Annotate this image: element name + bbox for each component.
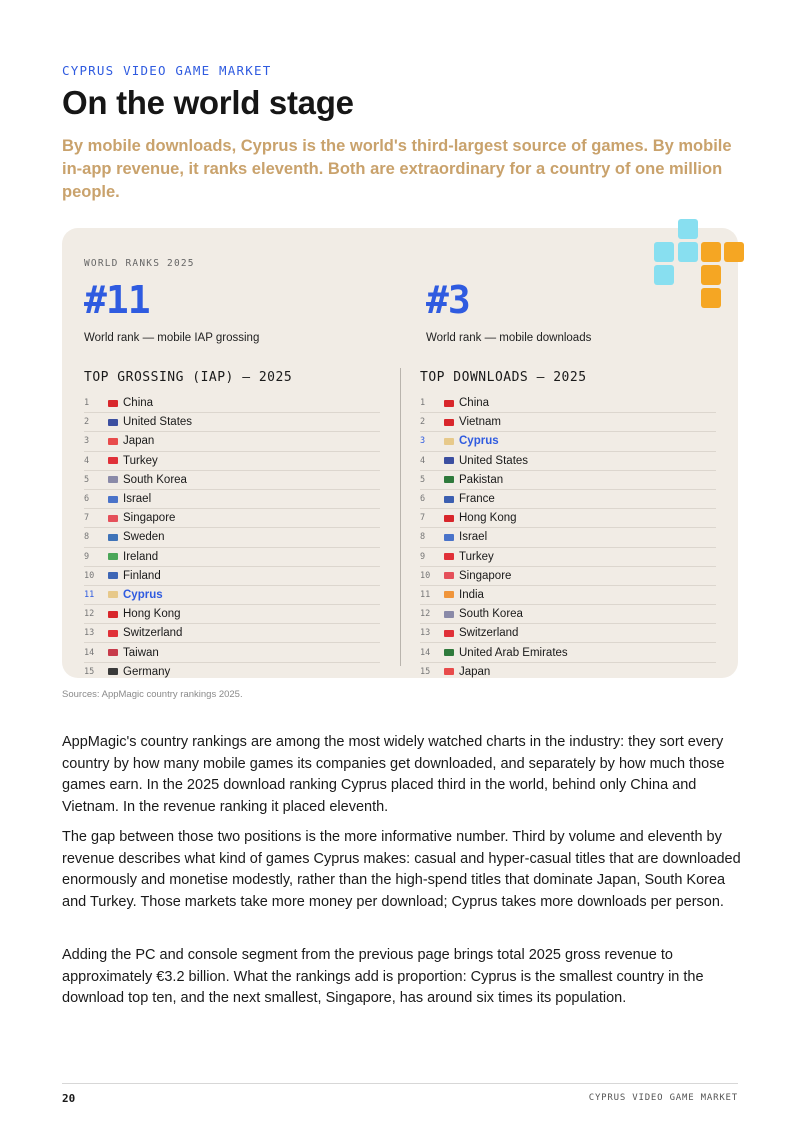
flag-icon: [444, 419, 454, 426]
country-name: China: [459, 397, 490, 410]
country-name: United Arab Emirates: [459, 646, 568, 659]
country-name: South Korea: [459, 608, 523, 621]
downloads-rank-figure: #3: [426, 278, 470, 322]
flag-icon: [444, 591, 454, 598]
rank-number: 2: [420, 417, 426, 428]
rank-row: [84, 586, 380, 605]
country-name: Singapore: [459, 569, 512, 582]
flag-icon: [108, 630, 118, 637]
flag-icon: [444, 438, 454, 445]
body-paragraph: The gap between those two positions is the more informative number. Third by volume and eleventh by revenue describes what kind of games Cyprus makes: casual and hyper-casual titles that are downloaded enormously and monetise modestly, rather than the high-spend titles that dominate Japan, South Korea and Turkey. Those markets take more money per download; Cyprus takes more downloads per person.: [62, 829, 741, 910]
sources-note: Sources: AppMagic country rankings 2025.: [62, 689, 243, 700]
footer-divider: [62, 1083, 738, 1084]
rank-number: 3: [84, 436, 90, 447]
rank-number: 13: [84, 628, 95, 639]
rank-number: 10: [420, 570, 431, 581]
body-paragraph: Adding the PC and console segment from the previous page brings total 2025 gross revenue to approximately €3.2 billion. What the rankings add is proportion: Cyprus is the smallest country in the download top ten, and the next smallest, Singapore, has around six times its population.: [62, 947, 704, 1006]
country-name: Taiwan: [123, 646, 159, 659]
rank-row: [84, 413, 380, 432]
deco-block: [701, 288, 721, 308]
rank-number: 13: [420, 628, 431, 639]
rank-row: [84, 528, 380, 547]
rank-number: 1: [420, 398, 426, 409]
flag-icon: [108, 457, 118, 464]
rank-number: 6: [84, 494, 90, 505]
flag-icon: [108, 419, 118, 426]
rank-number: 9: [84, 551, 90, 562]
rank-number: 6: [420, 494, 426, 505]
flag-icon: [444, 534, 454, 541]
rank-row: [420, 643, 716, 662]
country-name: Ireland: [123, 550, 159, 563]
page-title: On the world stage: [62, 84, 354, 121]
rank-number: 4: [84, 455, 90, 466]
rank-number: 11: [420, 589, 431, 600]
rank-row: [84, 624, 380, 643]
country-name: Japan: [459, 665, 491, 678]
rank-row: [420, 528, 716, 547]
country-name: Hong Kong: [459, 512, 517, 525]
rank-row: [420, 624, 716, 643]
flag-icon: [108, 668, 118, 675]
rank-number: 14: [420, 647, 431, 658]
world-ranks-panel: [62, 228, 738, 678]
flag-icon: [444, 496, 454, 503]
flag-icon: [444, 630, 454, 637]
rank-row: [420, 548, 716, 567]
downloads-heading: TOP DOWNLOADS — 2025: [420, 370, 587, 385]
rank-row: [84, 394, 380, 413]
rank-row: [84, 567, 380, 586]
rank-number: 10: [84, 570, 95, 581]
eyebrow: CYPRUS VIDEO GAME MARKET: [62, 63, 272, 78]
country-name: Cyprus: [459, 435, 499, 448]
rank-row: [84, 548, 380, 567]
deco-block: [701, 242, 721, 262]
country-name: Israel: [459, 531, 488, 544]
country-name: Sweden: [123, 531, 165, 544]
flag-icon: [444, 553, 454, 560]
rank-row: [420, 413, 716, 432]
flag-icon: [108, 611, 118, 618]
rank-number: 7: [84, 513, 90, 524]
deco-block: [678, 219, 698, 239]
footer-title: CYPRUS VIDEO GAME MARKET: [588, 1093, 738, 1103]
rank-row: [84, 663, 380, 681]
rank-number: 5: [84, 474, 90, 485]
country-name: Finland: [123, 569, 161, 582]
downloads-rank-caption: World rank — mobile downloads: [426, 332, 592, 344]
country-name: Germany: [123, 665, 171, 678]
rank-number: 11: [84, 589, 95, 600]
flag-icon: [108, 572, 118, 579]
flag-icon: [108, 534, 118, 541]
country-name: Singapore: [123, 512, 176, 525]
rank-number: 1: [84, 398, 90, 409]
deco-block: [654, 265, 674, 285]
flag-icon: [444, 515, 454, 522]
country-name: Pakistan: [459, 473, 504, 486]
rank-number: 8: [84, 532, 90, 543]
rank-row: [84, 432, 380, 451]
rank-number: 14: [84, 647, 95, 658]
flag-icon: [108, 591, 118, 598]
iap-rank-figure: #11: [84, 278, 150, 322]
rank-number: 8: [420, 532, 426, 543]
rank-number: 3: [420, 436, 426, 447]
flag-icon: [444, 649, 454, 656]
country-name: Switzerland: [123, 627, 183, 640]
rank-row: [420, 567, 716, 586]
country-name: Hong Kong: [123, 608, 181, 621]
rank-number: 12: [84, 609, 95, 620]
country-name: India: [459, 588, 484, 601]
country-name: Vietnam: [459, 416, 501, 429]
flag-icon: [444, 457, 454, 464]
rank-row: [84, 452, 380, 471]
deco-block: [678, 242, 698, 262]
rank-row: [420, 663, 716, 681]
country-name: Japan: [123, 435, 155, 448]
decorative-blocks: [654, 219, 744, 309]
rank-row: [420, 452, 716, 471]
flag-icon: [444, 668, 454, 675]
column-divider: [400, 368, 401, 666]
rank-row: [420, 509, 716, 528]
panel-label: WORLD RANKS 2025: [84, 258, 195, 269]
rank-number: 15: [420, 666, 431, 677]
flag-icon: [108, 649, 118, 656]
country-name: France: [459, 493, 495, 506]
flag-icon: [108, 515, 118, 522]
flag-icon: [444, 400, 454, 407]
rank-row: [420, 432, 716, 451]
rank-row: [84, 643, 380, 662]
rank-number: 5: [420, 474, 426, 485]
downloads-list: [420, 394, 716, 681]
grossing-list: [84, 394, 380, 681]
flag-icon: [444, 476, 454, 483]
flag-icon: [108, 496, 118, 503]
flag-icon: [444, 611, 454, 618]
rank-number: 9: [420, 551, 426, 562]
flag-icon: [444, 572, 454, 579]
rank-number: 12: [420, 609, 431, 620]
grossing-heading: TOP GROSSING (IAP) — 2025: [84, 370, 293, 385]
rank-row: [420, 490, 716, 509]
country-name: United States: [123, 416, 193, 429]
rank-row: [84, 490, 380, 509]
rank-row: [84, 509, 380, 528]
flag-icon: [108, 476, 118, 483]
country-name: United States: [459, 454, 529, 467]
deco-block: [701, 265, 721, 285]
country-name: Cyprus: [123, 588, 163, 601]
rank-row: [420, 586, 716, 605]
country-name: Turkey: [459, 550, 494, 563]
rank-row: [420, 471, 716, 490]
rank-number: 2: [84, 417, 90, 428]
country-name: Israel: [123, 493, 152, 506]
country-name: South Korea: [123, 473, 187, 486]
flag-icon: [108, 553, 118, 560]
rank-number: 4: [420, 455, 426, 466]
country-name: Turkey: [123, 454, 158, 467]
rank-row: [420, 394, 716, 413]
rank-number: 7: [420, 513, 426, 524]
rank-row: [420, 605, 716, 624]
country-name: Switzerland: [459, 627, 519, 640]
flag-icon: [108, 438, 118, 445]
page-number: 20: [62, 1092, 76, 1105]
lede: By mobile downloads, Cyprus is the world's third-largest source of games. By mobile in-app revenue, it ranks eleventh. Both are extraordinary for a country of one million people.: [62, 137, 732, 201]
rank-number: 15: [84, 666, 95, 677]
deco-block: [724, 242, 744, 262]
rank-row: [84, 605, 380, 624]
deco-block: [654, 242, 674, 262]
rank-row: [84, 471, 380, 490]
flag-icon: [108, 400, 118, 407]
iap-rank-caption: World rank — mobile IAP grossing: [84, 332, 260, 344]
country-name: China: [123, 397, 154, 410]
body-paragraph: AppMagic's country rankings are among the most widely watched charts in the industry: they sort every country by how many mobile games its companies get downloaded, and separately by how much those games earn. In the 2025 download ranking Cyprus placed third in the world, behind only China and Vietnam. In the revenue ranking it placed eleventh.: [62, 734, 725, 815]
